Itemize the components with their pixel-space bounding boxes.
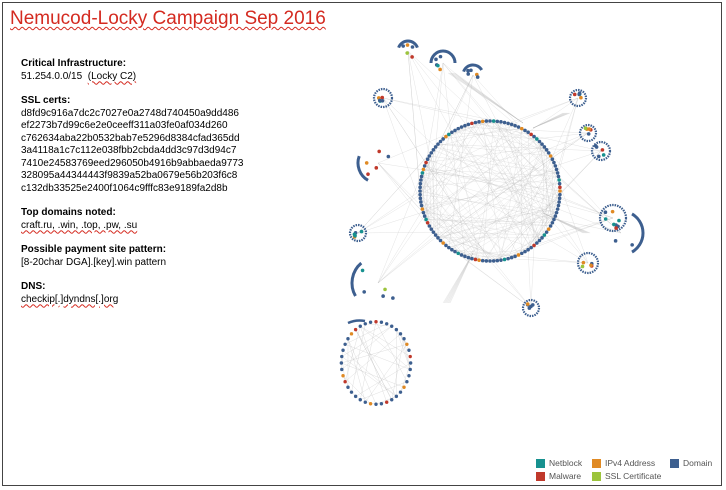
cluster-node bbox=[434, 58, 438, 62]
hub-node bbox=[485, 259, 489, 263]
hub-node bbox=[547, 227, 551, 231]
hub-node bbox=[463, 124, 467, 128]
legend-netblock bbox=[536, 458, 582, 468]
hub-node bbox=[423, 214, 427, 218]
payment-pattern: [8-20char DGA].[key].win pattern bbox=[21, 256, 167, 268]
graph-edge bbox=[383, 98, 436, 147]
hub-node bbox=[423, 164, 427, 168]
hub-node bbox=[523, 129, 527, 133]
hub-node bbox=[545, 148, 549, 152]
hub-node bbox=[492, 259, 496, 263]
cluster-node bbox=[466, 72, 470, 76]
hub-node bbox=[556, 171, 560, 175]
hub-node bbox=[526, 130, 530, 134]
hub-node bbox=[535, 241, 539, 245]
hub-node bbox=[460, 253, 464, 257]
cluster-node bbox=[604, 210, 608, 214]
lower-cluster-node bbox=[369, 321, 372, 324]
graph-clusters bbox=[348, 41, 643, 323]
hub-node bbox=[529, 133, 533, 137]
cluster-node bbox=[391, 296, 395, 300]
lower-cluster-node bbox=[350, 390, 353, 393]
lower-cluster-arc bbox=[348, 320, 365, 323]
lower-cluster-node bbox=[359, 398, 362, 401]
hub-node bbox=[470, 257, 474, 261]
lower-cluster-node bbox=[340, 368, 343, 371]
hub-node bbox=[503, 258, 507, 262]
graph-edge bbox=[408, 51, 420, 198]
hub-node bbox=[436, 236, 440, 240]
cluster-node bbox=[594, 144, 598, 148]
hub-node bbox=[474, 121, 478, 125]
slide-frame bbox=[2, 2, 722, 486]
hub-node bbox=[467, 123, 471, 127]
critical-ip: 51.254.0.0/15 bbox=[21, 70, 83, 82]
cluster-node bbox=[405, 51, 409, 55]
legend-domain bbox=[670, 458, 712, 468]
lower-cluster-node bbox=[399, 390, 402, 393]
legend bbox=[534, 458, 722, 486]
hub-node bbox=[432, 230, 436, 234]
lower-cluster-node bbox=[359, 325, 362, 328]
legend-ssl bbox=[592, 471, 661, 481]
hub-node bbox=[434, 145, 438, 149]
ssl-cert-1: d8fd9c916a7dc2c7027e0a2748d740450a9dd486 bbox=[21, 107, 239, 119]
cluster-node bbox=[366, 172, 370, 176]
hub-node bbox=[450, 248, 454, 252]
hub-node bbox=[474, 258, 478, 262]
legend-netblock-label: Netblock bbox=[549, 458, 583, 468]
hub-node bbox=[447, 246, 451, 250]
lower-cluster-node bbox=[380, 321, 383, 324]
hub-node bbox=[520, 252, 524, 256]
cluster-node bbox=[582, 261, 586, 265]
hub-node bbox=[520, 127, 524, 131]
lower-cluster-node bbox=[343, 343, 346, 346]
lower-cluster-node bbox=[364, 401, 367, 404]
cluster-node bbox=[353, 234, 357, 238]
graph-edge bbox=[378, 235, 436, 283]
hub-node bbox=[419, 182, 423, 186]
cluster-node bbox=[365, 161, 369, 165]
hub-node bbox=[418, 189, 422, 193]
hub-node bbox=[477, 120, 481, 124]
graph-edge bbox=[490, 261, 531, 308]
cluster-node bbox=[380, 96, 384, 100]
hub-node bbox=[547, 151, 551, 155]
hub-node bbox=[529, 246, 533, 250]
cluster-node bbox=[611, 210, 615, 214]
hub-node bbox=[558, 193, 562, 197]
network-graph bbox=[3, 3, 721, 485]
lower-cluster-node bbox=[340, 361, 343, 364]
lower-cluster-node bbox=[395, 328, 398, 331]
hub-node bbox=[551, 157, 555, 161]
hub-node bbox=[481, 259, 485, 263]
hub-node bbox=[558, 182, 562, 186]
hub-node bbox=[506, 122, 510, 126]
legend-domain-label: Domain bbox=[683, 458, 713, 468]
ssl-cert-5: 7410e24583769eed296050b4916b9abbaeda9773 bbox=[21, 157, 244, 169]
lower-cluster-node bbox=[340, 355, 343, 358]
hub-node bbox=[470, 122, 474, 126]
hub-node bbox=[429, 151, 433, 155]
cluster-node bbox=[476, 75, 480, 79]
hub-node bbox=[485, 119, 489, 123]
graph-edge bbox=[450, 253, 473, 303]
hub-node bbox=[439, 140, 443, 144]
lower-cluster-node bbox=[399, 332, 402, 335]
hub-node bbox=[418, 186, 422, 190]
hub-node bbox=[421, 207, 425, 211]
hub-node bbox=[558, 186, 562, 190]
hub-node bbox=[456, 252, 460, 256]
hub-node bbox=[503, 121, 507, 125]
hub-node bbox=[422, 211, 426, 215]
dns-heading: DNS: bbox=[21, 281, 46, 292]
hub-node bbox=[460, 125, 464, 129]
hub-node bbox=[555, 211, 559, 215]
hub-node bbox=[526, 248, 530, 252]
cluster-node bbox=[597, 155, 601, 159]
hub-node bbox=[453, 129, 457, 133]
cluster-node bbox=[601, 148, 605, 152]
legend-malware bbox=[536, 471, 581, 481]
hub-node bbox=[441, 241, 445, 245]
lower-cluster-node bbox=[380, 402, 383, 405]
lower-cluster-node bbox=[385, 322, 388, 325]
hub-node bbox=[422, 168, 426, 172]
hub-node bbox=[556, 207, 560, 211]
critical-heading: Critical Infrastructure: bbox=[21, 58, 127, 69]
hub-node bbox=[506, 257, 510, 261]
hub-node bbox=[436, 142, 440, 146]
hub-node bbox=[552, 218, 556, 222]
ipv4-swatch bbox=[592, 459, 601, 468]
lower-cluster-node bbox=[409, 361, 412, 364]
hub-node bbox=[545, 230, 549, 234]
cluster-node bbox=[439, 55, 443, 59]
hub-node bbox=[517, 125, 521, 129]
lower-cluster-node bbox=[390, 398, 393, 401]
lower-cluster-node bbox=[409, 368, 412, 371]
cluster-node bbox=[604, 217, 608, 221]
graph-edge bbox=[378, 123, 475, 283]
hub-node bbox=[421, 171, 425, 175]
graph-edge bbox=[436, 63, 443, 147]
hub-node bbox=[419, 200, 423, 204]
graph-edge bbox=[396, 330, 407, 345]
cluster-arc bbox=[632, 214, 643, 252]
netblock-swatch bbox=[536, 459, 545, 468]
cluster-node bbox=[410, 55, 414, 59]
hub-node bbox=[467, 256, 471, 260]
legend-ipv4 bbox=[592, 458, 655, 468]
graph-edge bbox=[381, 396, 396, 403]
hub-node bbox=[418, 193, 422, 197]
cluster-node bbox=[614, 239, 618, 243]
hub-node bbox=[456, 127, 460, 131]
ssl-heading: SSL certs: bbox=[21, 95, 71, 106]
payment-heading: Possible payment site pattern: bbox=[21, 244, 167, 255]
hub-node bbox=[453, 250, 457, 254]
hub-node bbox=[558, 189, 562, 193]
lower-cluster-node bbox=[390, 325, 393, 328]
lower-cluster-node bbox=[407, 374, 410, 377]
hub-node bbox=[555, 168, 559, 172]
cluster-node bbox=[584, 126, 588, 130]
lower-cluster-node bbox=[354, 328, 357, 331]
lower-cluster-node bbox=[395, 395, 398, 398]
hub-node bbox=[434, 233, 438, 237]
hub-node bbox=[554, 214, 558, 218]
hub-node bbox=[538, 140, 542, 144]
hub-node bbox=[552, 161, 556, 165]
graph-edge bbox=[533, 113, 570, 128]
lower-cluster-node bbox=[343, 380, 346, 383]
hub-node bbox=[557, 175, 561, 179]
hub-node bbox=[557, 178, 561, 182]
graph-edge bbox=[343, 376, 351, 392]
lower-cluster-node bbox=[405, 380, 408, 383]
cluster-node bbox=[381, 99, 385, 103]
lower-cluster-node bbox=[409, 355, 412, 358]
critical-tag: (Locky C2) bbox=[87, 70, 137, 82]
hub-node bbox=[441, 137, 445, 141]
cluster-node bbox=[469, 69, 473, 73]
domain-swatch bbox=[670, 459, 679, 468]
hub-node bbox=[513, 255, 517, 259]
graph-edge bbox=[544, 147, 621, 233]
lower-cluster-node bbox=[354, 395, 357, 398]
lower-cluster-node bbox=[385, 401, 388, 404]
hub-node bbox=[444, 244, 448, 248]
cluster-node bbox=[528, 306, 532, 310]
ssl-cert-4: 3a4118a1c7c112e038fbb2cbda4dd3c97d3d94c7 bbox=[21, 145, 237, 156]
hub-node bbox=[488, 119, 492, 123]
cluster-node bbox=[573, 93, 577, 97]
domains-heading: Top domains noted: bbox=[21, 207, 116, 218]
graph-edge bbox=[408, 51, 452, 132]
cluster-node bbox=[579, 96, 583, 100]
cluster-node bbox=[589, 263, 593, 267]
hub-node bbox=[419, 178, 423, 182]
cluster-node bbox=[531, 303, 535, 307]
legend-malware-label: Malware bbox=[549, 471, 582, 481]
ssl-cert-7: c132db33525e2400f1064c9fffc83e9189fa2d8b bbox=[21, 182, 228, 194]
ssl-swatch bbox=[592, 472, 601, 481]
hub-node bbox=[499, 120, 503, 124]
hub-node bbox=[557, 200, 561, 204]
hub-node bbox=[551, 221, 555, 225]
cluster-node bbox=[374, 166, 378, 170]
hub-node bbox=[444, 135, 448, 139]
hub-node bbox=[523, 250, 527, 254]
hub-node bbox=[420, 204, 424, 208]
lower-cluster-node bbox=[341, 374, 344, 377]
cluster-node bbox=[406, 43, 410, 47]
legend-ssl-label: SSL Certificate bbox=[605, 471, 662, 481]
cluster-node bbox=[361, 269, 365, 273]
cluster-node bbox=[630, 243, 634, 247]
ssl-cert-3: c762634aba22b0532bab7e5296d8384cfad365dd bbox=[21, 132, 240, 144]
cluster-node bbox=[436, 64, 440, 68]
hub-node bbox=[517, 253, 521, 257]
hub-node bbox=[543, 233, 547, 237]
hub-node bbox=[439, 239, 443, 243]
cluster-node bbox=[612, 223, 616, 227]
hub-node bbox=[558, 197, 562, 201]
hub-node bbox=[488, 259, 492, 263]
lower-cluster-node bbox=[346, 337, 349, 340]
cluster-node bbox=[411, 45, 415, 49]
graph-edge bbox=[531, 245, 534, 308]
hub-node bbox=[557, 204, 561, 208]
hub-node bbox=[424, 218, 428, 222]
hub-node bbox=[477, 258, 481, 262]
graph-edge bbox=[358, 232, 433, 233]
cluster-node bbox=[381, 294, 385, 298]
hub-node bbox=[540, 236, 544, 240]
cluster-arc bbox=[358, 156, 368, 180]
cluster-node bbox=[377, 150, 381, 154]
lower-cluster-node bbox=[364, 322, 367, 325]
ssl-cert-6: 328095a44344443f9839a52ba0679e56b203f6c8 bbox=[21, 170, 238, 181]
hub-node bbox=[554, 164, 558, 168]
hub-node bbox=[463, 255, 467, 259]
graph-edge bbox=[441, 166, 556, 241]
hub-node bbox=[426, 157, 430, 161]
lower-cluster-node bbox=[350, 332, 353, 335]
hub-node bbox=[481, 120, 485, 124]
cluster-node bbox=[387, 155, 391, 159]
cluster-node bbox=[360, 230, 364, 234]
hub-node bbox=[496, 120, 500, 124]
graph-edge bbox=[383, 98, 483, 121]
graph-edge bbox=[455, 73, 523, 123]
dns-value: checkip[.]dyndns[.]org bbox=[21, 293, 119, 305]
cluster-node bbox=[577, 93, 581, 97]
lower-cluster-node bbox=[374, 320, 377, 323]
graph-edge bbox=[378, 159, 428, 283]
cluster-arc bbox=[352, 263, 361, 296]
hub-node bbox=[549, 154, 553, 158]
graph-edge bbox=[358, 191, 420, 233]
cluster-node bbox=[587, 132, 591, 136]
lower-cluster-node bbox=[369, 402, 372, 405]
ssl-cert-2: ef2273b7d99c6e2e0ceeff311a03fe0af034d260 bbox=[21, 120, 228, 131]
lower-cluster-node bbox=[402, 337, 405, 340]
lower-cluster-node bbox=[407, 349, 410, 352]
hub-node bbox=[510, 123, 514, 127]
legend-ipv4-label: IPv4 Address bbox=[605, 458, 656, 468]
domains-list: craft.ru, .win, .top, .pw, .su bbox=[21, 219, 138, 231]
hub-node bbox=[549, 224, 553, 228]
hub-node bbox=[429, 227, 433, 231]
hub-node bbox=[543, 145, 547, 149]
hub-node bbox=[450, 130, 454, 134]
hub-node bbox=[532, 135, 536, 139]
hub-node bbox=[540, 142, 544, 146]
graph-edges bbox=[341, 51, 621, 404]
hub-node bbox=[428, 154, 432, 158]
hub-node bbox=[432, 148, 436, 152]
lower-cluster-node bbox=[341, 349, 344, 352]
hub-node bbox=[513, 124, 517, 128]
cluster-node bbox=[438, 68, 442, 72]
hub-node bbox=[496, 259, 500, 263]
hub-node bbox=[426, 221, 430, 225]
lower-cluster-node bbox=[346, 386, 349, 389]
hub-node bbox=[532, 244, 536, 248]
lower-cluster-node bbox=[402, 386, 405, 389]
hub-node bbox=[424, 161, 428, 165]
hub-node bbox=[538, 239, 542, 243]
malware-swatch bbox=[536, 472, 545, 481]
cluster-node bbox=[526, 302, 530, 306]
cluster-node bbox=[383, 288, 387, 292]
lower-cluster-node bbox=[405, 343, 408, 346]
cluster-node bbox=[617, 219, 621, 223]
cluster-node bbox=[401, 44, 405, 48]
hub-node bbox=[510, 256, 514, 260]
hub-node bbox=[535, 137, 539, 141]
hub-node bbox=[447, 133, 451, 137]
hub-node bbox=[419, 197, 423, 201]
hub-node bbox=[492, 119, 496, 123]
hub-node bbox=[420, 175, 424, 179]
title-text: Nemucod-Locky Campaign Sep 2016 bbox=[10, 8, 326, 29]
hub-node bbox=[499, 258, 503, 262]
lower-cluster-node bbox=[374, 403, 377, 406]
hub-node bbox=[428, 224, 432, 228]
cluster-node bbox=[581, 265, 585, 269]
cluster-node bbox=[614, 226, 618, 230]
cluster-node bbox=[362, 290, 366, 294]
cluster-arc bbox=[431, 51, 455, 63]
cluster-node bbox=[602, 153, 606, 157]
